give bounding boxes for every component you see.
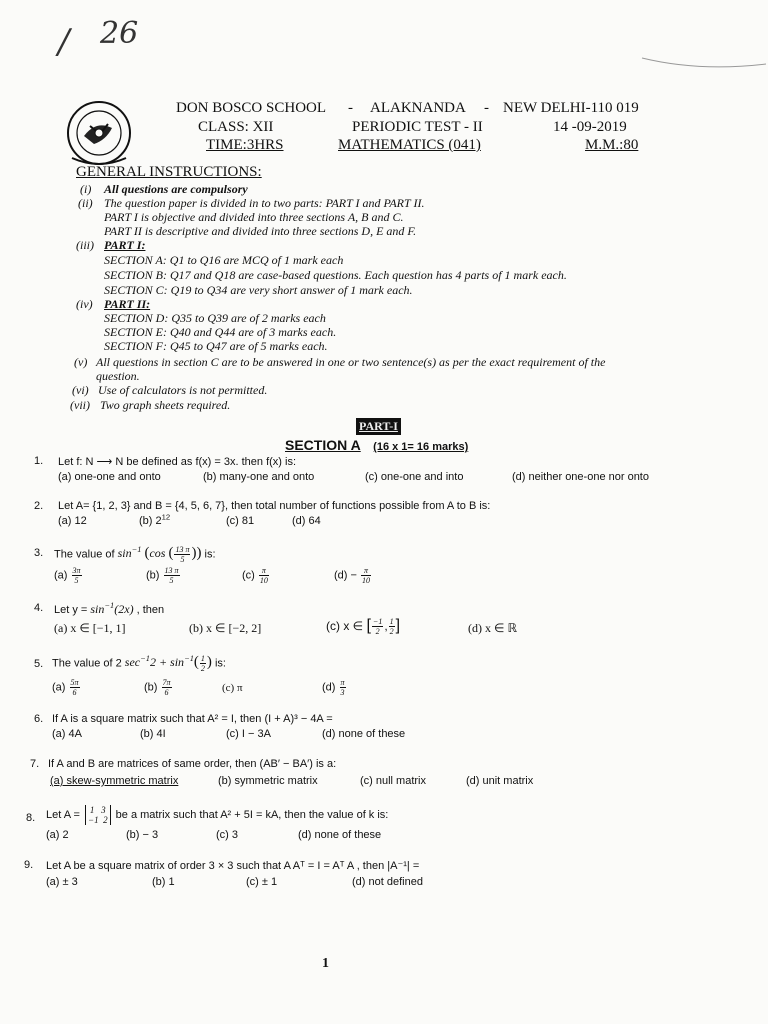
math-fraction: $\frac{3\pi}{5}$ <box>72 566 81 585</box>
question-number: 9. <box>24 859 34 871</box>
instruction-num: (iv) <box>76 297 93 311</box>
option-a <box>54 566 83 585</box>
question-text <box>52 654 226 673</box>
question-text-lead: The value of <box>54 548 115 561</box>
instruction-num: (iii) <box>76 238 94 252</box>
instruction-text: question. <box>96 369 140 383</box>
question-text-lead: Let y = <box>54 604 88 616</box>
school-logo-icon <box>66 100 132 166</box>
section-title <box>285 437 468 455</box>
question-text-tail: be a matrix such that A² + 5I = kA, then the value of k is: <box>115 808 389 821</box>
exam-time: TIME:3HRS <box>206 137 284 153</box>
question-number: 3. <box>34 547 44 559</box>
option-d: (d) none of these <box>298 829 382 841</box>
question-number: 1. <box>34 455 44 467</box>
option-label: (c) <box>242 569 255 582</box>
option-label: (a) <box>54 569 68 582</box>
math-fraction: $\frac{\pi}{10}$ <box>259 566 268 585</box>
instruction-text: SECTION C: Q19 to Q34 are very short answer of 1 mark each. <box>104 283 413 297</box>
part-label: PART-I <box>356 418 401 435</box>
math-expression: $\sec^{-1}2 + \sin^{-1}$( $\frac{1}{2}$ ) <box>124 654 212 673</box>
option-a: (a) ± 3 <box>46 876 78 888</box>
instruction-text: Two graph sheets required. <box>100 398 231 412</box>
instruction-text: All questions are compulsory <box>104 182 248 196</box>
question-number: 2. <box>34 500 44 512</box>
pencil-stroke <box>640 50 768 74</box>
instruction-num: (v) <box>74 355 88 369</box>
question-number: 8. <box>26 812 36 824</box>
option-d: (d) none of these <box>322 728 406 740</box>
option-c: (c) x ∈ [ $\frac{-1}{2}$ , $\frac{1}{2}$ ] <box>326 617 401 637</box>
option-c: (c) 81 <box>226 515 255 527</box>
math-matrix: 1 3 −1 2 <box>85 805 111 825</box>
option-label: (d) − <box>334 569 357 582</box>
instruction-text: SECTION F: Q45 to Q47 are of 5 marks each. <box>104 339 328 353</box>
option-label: (d) <box>322 681 336 694</box>
math-expression: $\sin^{-1} (\cos$ ( $\frac{13 \pi}{5}$ )) <box>117 545 202 564</box>
option-label: (b) <box>146 569 160 582</box>
instructions-title: GENERAL INSTRUCTIONS: <box>76 164 262 180</box>
option-b: (b) symmetric matrix <box>218 775 318 787</box>
question-text-tail: is: <box>214 657 226 670</box>
question-text: Let f: N ⟶ N be defined as f(x) = 3x. then f(x) is: <box>58 456 297 468</box>
header-dash: - <box>348 100 353 116</box>
option-c: (c) I − 3A <box>226 728 271 740</box>
option-d <box>334 566 372 585</box>
option-c: (c) π <box>222 682 243 694</box>
instruction-text: PART I: <box>104 238 146 252</box>
option-b-exponent: 12 <box>161 512 171 522</box>
handwritten-mark: / <box>58 22 70 62</box>
option-d: (d) neither one-one nor onto <box>512 471 649 483</box>
math-fraction: $\frac{\pi}{10}$ <box>362 566 370 585</box>
option-c: (c) one-one and into <box>365 471 464 483</box>
option-label: (b) <box>144 681 158 694</box>
option-a: (a) skew-symmetric matrix <box>50 775 179 787</box>
option-a: (a) 12 <box>58 515 87 527</box>
instruction-text: SECTION E: Q40 and Q44 are of 3 marks each. <box>104 325 337 339</box>
question-text <box>54 545 216 564</box>
option-b <box>139 512 171 527</box>
exam-class: CLASS: XII <box>198 119 274 135</box>
instruction-text: PART II is descriptive and divided into three sections D, E and F. <box>104 224 417 238</box>
instruction-text: The question paper is divided in to two parts: PART I and PART II. <box>104 196 425 210</box>
section-name: SECTION A <box>285 437 361 453</box>
math-fraction: $\frac{\pi}{3}$ <box>340 678 345 697</box>
option-d <box>322 678 347 697</box>
exam-test-name: PERIODIC TEST - II <box>352 119 483 135</box>
option-b: (b) many-one and onto <box>203 471 315 483</box>
section-marks: (16 x 1= 16 marks) <box>373 441 469 453</box>
option-b <box>146 566 181 585</box>
exam-subject: MATHEMATICS (041) <box>338 137 481 153</box>
question-text-lead: Let A = <box>46 808 80 821</box>
option-b: (b) − 3 <box>126 829 159 841</box>
question-text: Let A= {1, 2, 3} and B = {4, 5, 6, 7}, then total number of functions possible from A to B is: <box>58 500 491 512</box>
option-d: (d) not defined <box>352 876 423 888</box>
question-text-tail: , then <box>136 604 165 616</box>
option-a: (a) x ∈ [−1, 1] <box>54 621 126 635</box>
instruction-num: (ii) <box>78 196 93 210</box>
instruction-text: PART I is objective and divided into three sections A, B and C. <box>104 210 404 224</box>
option-a: (a) 4A <box>52 728 82 740</box>
option-d: (d) x ∈ ℝ <box>468 621 517 635</box>
option-c: (c) null matrix <box>360 775 427 787</box>
option-b-base: (b) 2 <box>139 515 162 527</box>
option-b <box>144 678 173 697</box>
question-number: 5. <box>34 658 44 670</box>
header-dash: - <box>484 100 489 116</box>
question-number: 7. <box>30 758 40 770</box>
instruction-num: (vii) <box>70 398 90 412</box>
question-number: 6. <box>34 713 44 725</box>
school-city: NEW DELHI-110 019 <box>503 100 639 116</box>
option-b: (b) x ∈ [−2, 2] <box>189 621 262 635</box>
option-b: (b) 1 <box>152 876 175 888</box>
option-c <box>242 566 270 585</box>
option-a <box>52 678 81 697</box>
option-d: (d) unit matrix <box>466 775 534 787</box>
school-name: DON BOSCO SCHOOL <box>176 100 327 116</box>
math-expression: $\sin^{-1}(2x)$ <box>90 601 134 616</box>
math-fraction: $\frac{7\pi}{6}$ <box>162 678 171 697</box>
option-d: (d) 64 <box>292 515 321 527</box>
option-c: (c) 3 <box>216 829 238 841</box>
instruction-text: SECTION D: Q35 to Q39 are of 2 marks each <box>104 311 326 325</box>
handwritten-score: 26 <box>100 16 139 51</box>
option-a: (a) one-one and onto <box>58 471 161 483</box>
question-number: 4. <box>34 602 44 614</box>
question-text: Let A be a square matrix of order 3 × 3 such that A Aᵀ = I = Aᵀ A , then |A⁻¹| = <box>46 860 420 872</box>
school-location: ALAKNANDA <box>370 100 466 116</box>
question-text: If A is a square matrix such that A² = I, then (I + A)³ − 4A = <box>52 713 333 725</box>
option-label: (c) x ∈ <box>326 619 364 633</box>
instruction-text: All questions in section C are to be answered in one or two sentence(s) as per the exact requirement of the <box>96 355 606 369</box>
exam-max-marks: M.M.:80 <box>585 137 639 153</box>
option-a: (a) 2 <box>46 829 69 841</box>
question-text <box>54 602 164 617</box>
instruction-text: PART II: <box>104 297 151 311</box>
option-b: (b) 4I <box>140 728 166 740</box>
math-fraction: $\frac{5\pi}{6}$ <box>70 678 79 697</box>
question-text: If A and B are matrices of same order, then (AB′ − BA′) is a: <box>48 758 337 770</box>
option-label: (a) <box>52 681 66 694</box>
instruction-text: Use of calculators is not permitted. <box>98 383 268 397</box>
question-text-lead: The value of 2 <box>52 657 122 670</box>
exam-date: 14 -09-2019 <box>553 119 627 135</box>
instruction-text: SECTION A: Q1 to Q16 are MCQ of 1 mark each <box>104 253 344 267</box>
option-c: (c) ± 1 <box>246 876 278 888</box>
instruction-num: (vi) <box>72 383 89 397</box>
instruction-text: SECTION B: Q17 and Q18 are case-based questions. Each question has 4 parts of 1 mark each. <box>104 268 567 282</box>
page-number: 1 <box>322 956 329 971</box>
question-text <box>46 805 388 825</box>
question-text-tail: is: <box>204 548 216 561</box>
instruction-num: (i) <box>80 182 92 196</box>
math-fraction: $\frac{13 \pi}{5}$ <box>164 566 179 585</box>
